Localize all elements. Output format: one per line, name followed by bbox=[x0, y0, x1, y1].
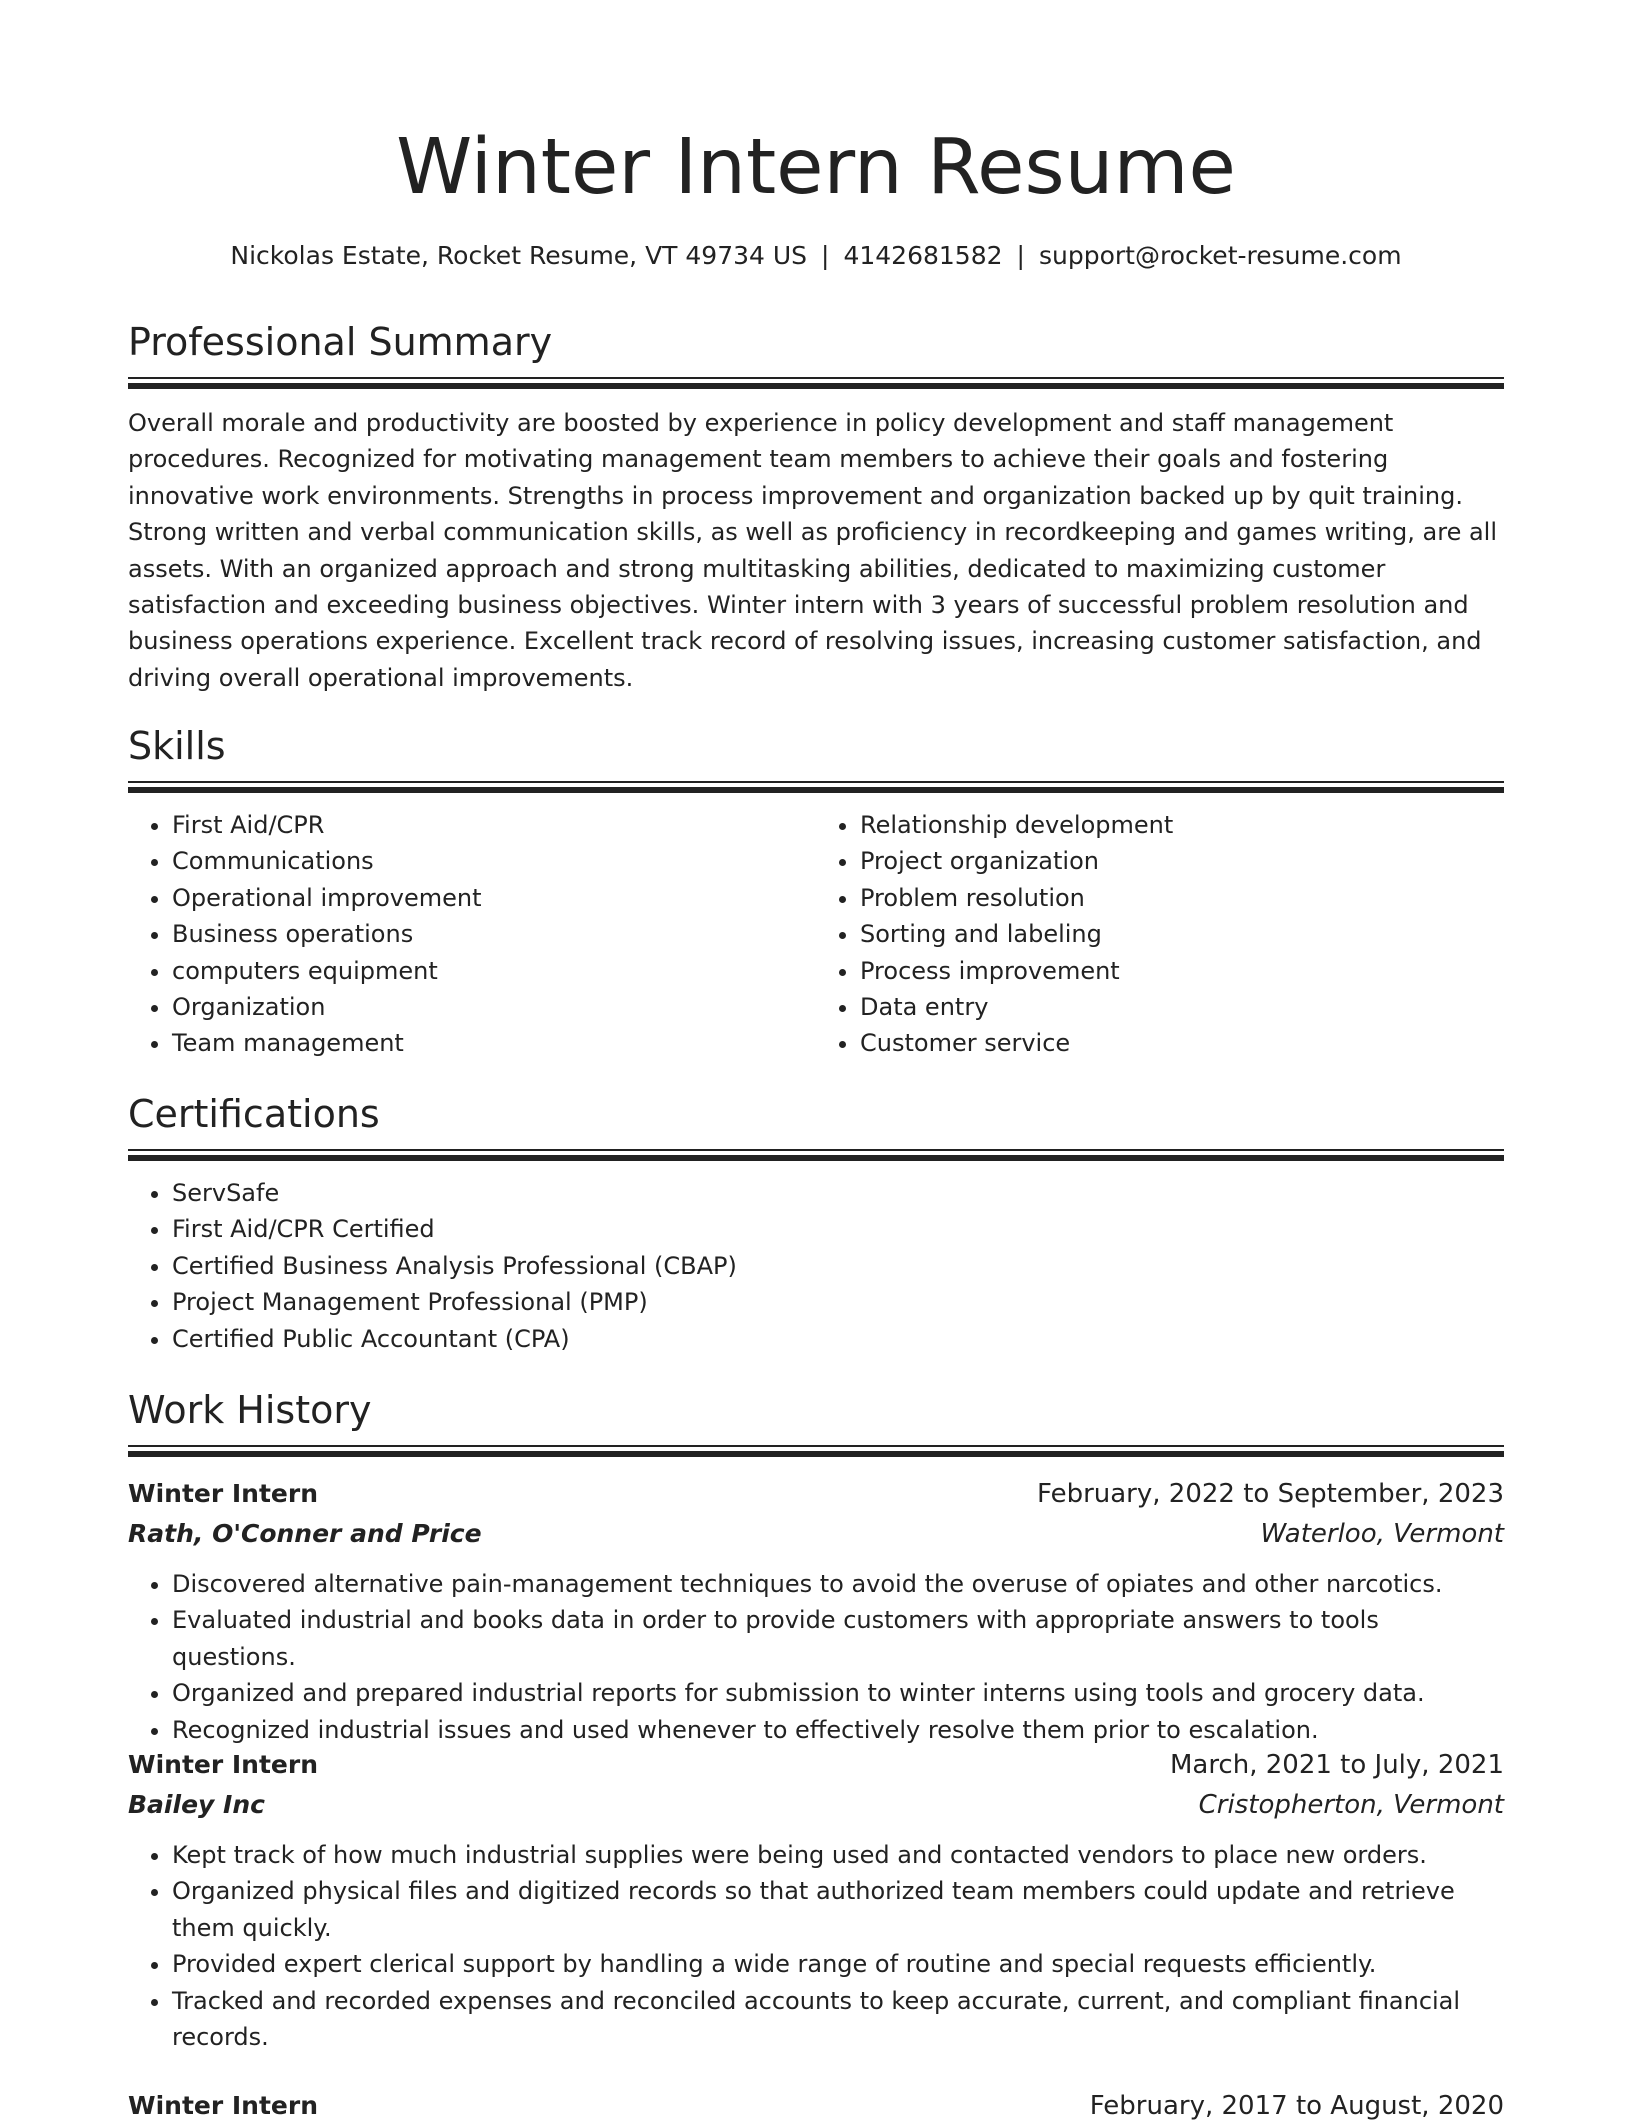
section-heading-summary: Professional Summary bbox=[128, 320, 553, 364]
work-history-section bbox=[128, 1385, 1504, 1457]
job-title: Winter Intern bbox=[128, 1479, 319, 1508]
summary-section bbox=[128, 317, 1504, 696]
job-dates: March, 2021 to July, 2021 bbox=[1169, 1750, 1504, 1780]
certifications-section bbox=[128, 1089, 1504, 1357]
skill-item: • Organization bbox=[172, 989, 816, 1025]
job-entry bbox=[128, 1745, 1504, 2055]
skill-item: • Relationship development bbox=[860, 807, 1504, 843]
skill-item: • Operational improvement bbox=[172, 880, 816, 916]
job-bullets bbox=[128, 1837, 1504, 2055]
job-company: Bailey Inc bbox=[128, 1790, 265, 1819]
job-bullet: • Tracked and recorded expenses and reconciled accounts to keep accurate, current, and compliant financial records. bbox=[172, 1983, 1504, 2056]
section-heading-skills: Skills bbox=[128, 724, 226, 768]
section-divider bbox=[128, 1445, 1504, 1457]
certification-item: • ServSafe bbox=[172, 1175, 1504, 1211]
resume-title: Winter Intern Resume bbox=[396, 123, 1236, 212]
job-dates: February, 2017 to August, 2020 bbox=[1089, 2091, 1504, 2121]
skill-item: • computers equipment bbox=[172, 953, 816, 989]
job-title: Winter Intern bbox=[128, 2091, 319, 2120]
job-bullet: • Provided expert clerical support by handling a wide range of routine and special requests efficiently. bbox=[172, 1946, 1504, 1982]
job-bullets bbox=[128, 1566, 1504, 1748]
certification-item: • Project Management Professional (PMP) bbox=[172, 1284, 1504, 1320]
job-company-row bbox=[128, 1514, 1504, 1554]
skills-list-left bbox=[128, 807, 816, 1062]
section-heading-certifications: Certifications bbox=[128, 1092, 380, 1136]
skill-item: • Problem resolution bbox=[860, 880, 1504, 916]
skill-item: • Sorting and labeling bbox=[860, 916, 1504, 952]
job-bullet: • Organized physical files and digitized records so that authorized team members could update and retrieve them quickly. bbox=[172, 1873, 1504, 1946]
contact-separator: | bbox=[1016, 241, 1025, 270]
skill-item: • Team management bbox=[172, 1025, 816, 1061]
job-dates: February, 2022 to September, 2023 bbox=[1037, 1479, 1504, 1509]
job-header-row bbox=[128, 2086, 1504, 2126]
skill-item: • Project organization bbox=[860, 843, 1504, 879]
skill-item: • Business operations bbox=[172, 916, 816, 952]
certification-item: • Certified Business Analysis Professional (CBAP) bbox=[172, 1248, 1504, 1284]
certification-item: • First Aid/CPR Certified bbox=[172, 1211, 1504, 1247]
summary-text: Overall morale and productivity are boosted by experience in policy development and staff management procedures. Recognized for motivating management team members to achieve their goals and fostering innovative work environments. Strengths in process improvement and organization backed up by quit training. Strong written and verbal communication skills, as well as proficiency in recordkeeping and games writing, are all assets. With an organized approach and strong multitasking abilities, dedicated to maximizing customer satisfaction and exceeding business objectives. Winter intern with 3 years of successful problem resolution and business operations experience. Excellent track record of resolving issues, increasing customer satisfaction, and driving overall operational improvements. bbox=[128, 409, 1498, 692]
job-bullet: • Evaluated industrial and books data in order to provide customers with appropriate answers to tools questions. bbox=[172, 1602, 1504, 1675]
job-entry bbox=[128, 1474, 1504, 1748]
skill-item: • Customer service bbox=[860, 1025, 1504, 1061]
contact-phone: 4142681582 bbox=[843, 241, 1003, 270]
skill-item: • Process improvement bbox=[860, 953, 1504, 989]
job-bullet: • Discovered alternative pain-management techniques to avoid the overuse of opiates and other narcotics. bbox=[172, 1566, 1504, 1602]
section-divider bbox=[128, 781, 1504, 793]
job-entry bbox=[128, 2086, 1504, 2126]
job-bullet: • Organized and prepared industrial reports for submission to winter interns using tools and grocery data. bbox=[172, 1675, 1504, 1711]
contact-line bbox=[128, 238, 1504, 274]
job-location: Waterloo, Vermont bbox=[1260, 1519, 1504, 1549]
job-location: Cristopherton, Vermont bbox=[1198, 1790, 1504, 1820]
job-bullet: • Kept track of how much industrial supplies were being used and contacted vendors to place new orders. bbox=[172, 1837, 1504, 1873]
job-header-row bbox=[128, 1745, 1504, 1785]
contact-separator: | bbox=[821, 241, 830, 270]
certifications-list bbox=[128, 1175, 1504, 1357]
skill-item: • First Aid/CPR bbox=[172, 807, 816, 843]
certification-item: • Certified Public Accountant (CPA) bbox=[172, 1321, 1504, 1357]
skill-item: • Communications bbox=[172, 843, 816, 879]
contact-address: Nickolas Estate, Rocket Resume, VT 49734 US bbox=[230, 241, 808, 270]
job-title: Winter Intern bbox=[128, 1750, 319, 1779]
skill-item: • Data entry bbox=[860, 989, 1504, 1025]
job-bullet: • Recognized industrial issues and used whenever to effectively resolve them prior to escalation. bbox=[172, 1712, 1504, 1748]
section-heading-work-history: Work History bbox=[128, 1388, 372, 1432]
skills-grid bbox=[128, 807, 1504, 1062]
contact-email: support@rocket-resume.com bbox=[1038, 241, 1402, 270]
skills-list-right bbox=[816, 807, 1504, 1062]
section-divider bbox=[128, 377, 1504, 389]
skills-section bbox=[128, 721, 1504, 1062]
section-divider bbox=[128, 1149, 1504, 1161]
job-header-row bbox=[128, 1474, 1504, 1514]
job-company: Rath, O'Conner and Price bbox=[128, 1519, 482, 1548]
job-company-row bbox=[128, 1785, 1504, 1825]
